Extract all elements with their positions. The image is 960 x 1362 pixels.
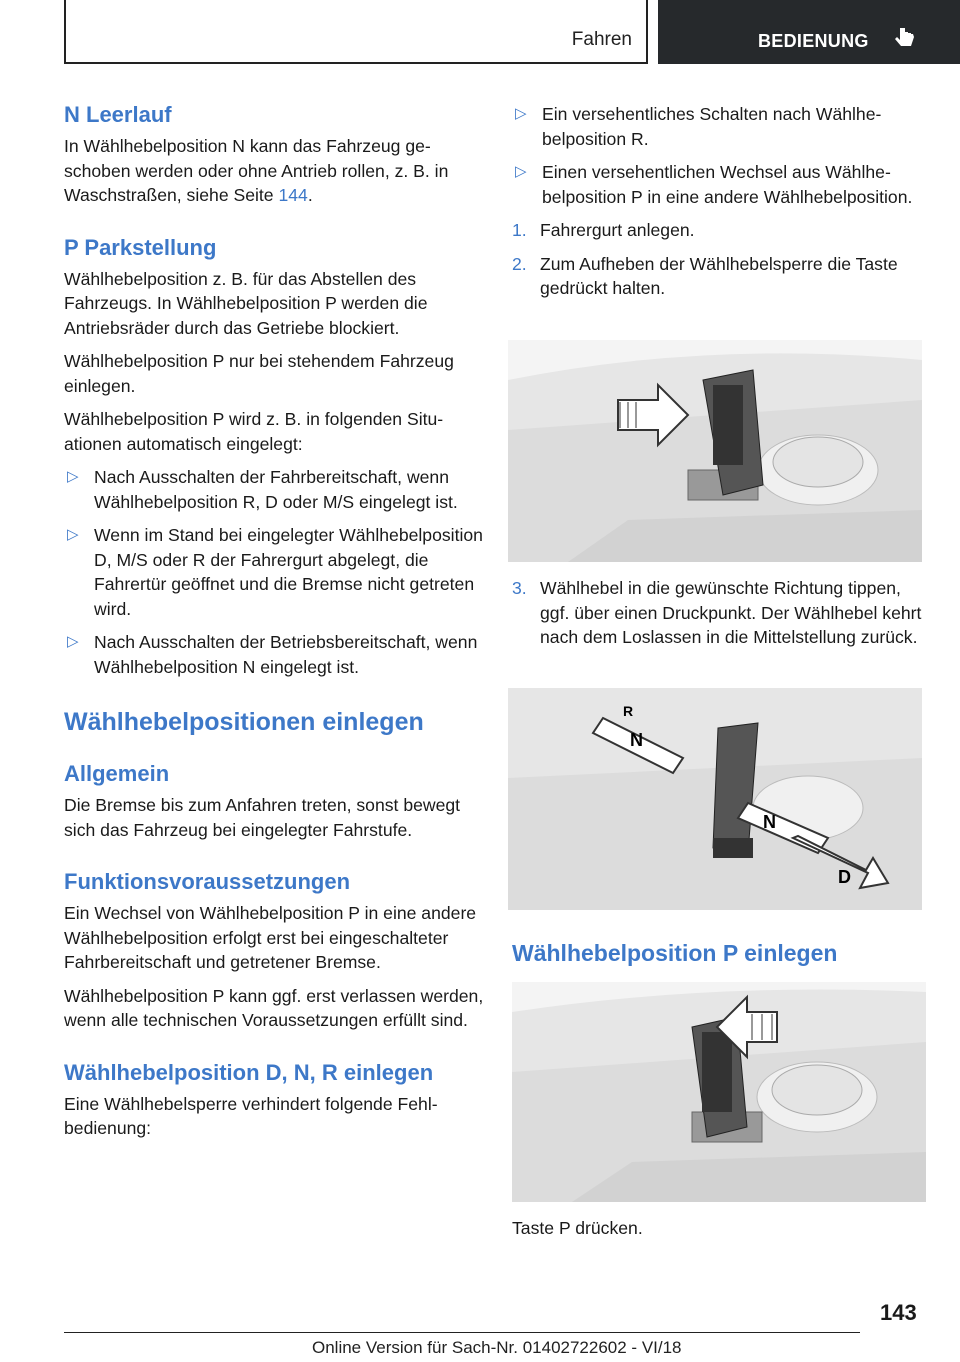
footer-divider — [64, 1332, 860, 1333]
paragraph-func-2: Wählhebelposition P kann ggf. erst verlassen werden, wenn alle technischen Voraussetzungen erfüllt sind. — [64, 985, 484, 1030]
list-item: ▷ Nach Ausschalten der Fahrbereitschaft, wenn Wählhebelposition R, D oder M/S eingelegt ist. — [67, 467, 458, 512]
heading-funktionsvoraussetzungen: Funktionsvoraussetzungen — [64, 869, 351, 894]
list-item: ▷ Wenn im Stand bei eingelegter Wählhebelposition D, M/S oder R der Fahrergurt abgelegt, die Fahrertür geöffnet und die Bremse nicht getreten wird. — [67, 525, 483, 619]
paragraph-func-1: Ein Wechsel von Wählhebelposition P in eine andere Wählhebelposition erfolgt erst bei eingeschalteter Fahrbereitschaft und getretener Bremse. — [64, 903, 477, 972]
page-number: 143 — [880, 1300, 917, 1325]
right-column-step3 — [512, 576, 926, 650]
paragraph-p-3: Wählhebelposition P wird z. B. in folgenden Situationen automatisch eingelegt: — [64, 409, 444, 454]
step-item: 3. Wählhebel in die gewünschte Richtung tippen, ggf. über einen Druckpunkt. Der Wählhebel kehrt nach dem Loslassen in die Mittelstellung zurück. — [512, 578, 922, 647]
header-chapter-label: BEDIENUNG — [758, 31, 869, 51]
illustration-gear-selector-button — [508, 340, 922, 562]
caption-taste-p: Taste P drücken. — [512, 1218, 643, 1238]
paragraph-p-2: Wählhebelposition P nur bei stehendem Fahrzeug einlegen. — [64, 351, 454, 396]
footer-text: Online Version für Sach-Nr. 01402722602 - VI/18 — [312, 1338, 682, 1357]
paragraph-allgemein: Die Bremse bis zum Anfahren treten, sonst bewegt sich das Fahrzeug bei eingelegter Fahrstufe. — [64, 795, 461, 840]
list-item: ▷ Einen versehentlichen Wechsel aus Wählhebelposition P in eine andere Wählhebelposition. — [515, 162, 913, 207]
paragraph-n-leerlauf: In Wählhebelposition N kann das Fahrzeug geschoben werden oder ohne Antrieb rollen, z. B. in Waschstraßen, siehe Seite 144. — [64, 136, 449, 205]
triangle-bullet-icon: ▷ — [515, 105, 527, 122]
step-item: 1. Fahrergurt anlegen. — [512, 220, 695, 240]
list-item: ▷ Nach Ausschalten der Betriebsbereitschaft, wenn Wählhebelposition N eingelegt ist. — [67, 632, 478, 677]
triangle-bullet-icon: ▷ — [67, 468, 79, 485]
right-column — [512, 102, 926, 301]
paragraph-p-1: Wählhebelposition z. B. für das Abstellen des Fahrzeugs. In Wählhebelposition P werden die Antriebsräder durch das Getriebe blockiert. — [64, 268, 428, 338]
header-section-label: Fahren — [571, 29, 632, 50]
triangle-bullet-icon: ▷ — [515, 163, 527, 180]
illustration-p-button — [512, 982, 926, 1202]
header-chapter-tab — [658, 0, 960, 64]
page-link-144[interactable]: 144 — [278, 185, 308, 205]
header-section-box — [64, 0, 648, 64]
illustration-gear-selector-directions — [508, 688, 922, 910]
list-item: ▷ Ein versehentliches Schalten nach Wählhebelposition R. — [515, 104, 882, 149]
triangle-bullet-icon: ▷ — [67, 633, 79, 650]
direction-label-n-upper: N — [630, 730, 643, 750]
heading-allgemein: Allgemein — [64, 761, 170, 786]
paragraph-dnr: Eine Wählhebelsperre verhindert folgende Fehlbedienung: — [64, 1093, 438, 1138]
heading-p-einlegen: Wählhebelposition P einlegen — [512, 940, 838, 966]
heading-n-leerlauf: N Leerlauf — [64, 102, 172, 127]
triangle-bullet-icon: ▷ — [67, 526, 79, 543]
heading-dnr-einlegen: Wählhebelposition D, N, R einlegen — [64, 1059, 434, 1085]
heading-wahlhebelpositionen-einlegen: Wählhebelpositionen einlegen — [64, 708, 424, 736]
direction-label-d: D — [838, 867, 851, 887]
left-column — [64, 102, 484, 1141]
step-item: 2. Zum Aufheben der Wählhebelsperre die Taste gedrückt halten. — [512, 253, 898, 298]
direction-label-n-lower: N — [763, 812, 776, 832]
direction-label-r: R — [623, 703, 634, 719]
heading-p-parkstellung: P Parkstellung — [64, 234, 217, 260]
hand-pointer-icon — [894, 26, 916, 50]
